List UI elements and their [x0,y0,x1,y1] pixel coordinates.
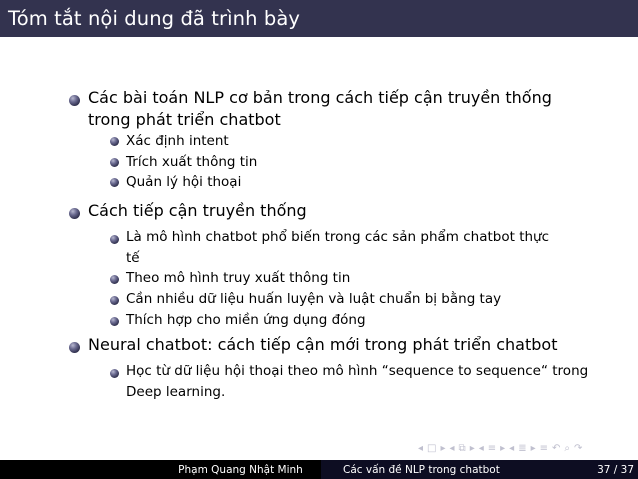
sub-bullet-item: Quản lý hội thoại [126,174,242,190]
nav-doc-left-icon[interactable]: ◂ [509,442,515,454]
footer-bar [0,460,638,479]
sub-bullet-item: Cần nhiều dữ liệu huấn luyện và luật chuẩn bị bằng tay [126,291,502,307]
beamer-navigation-bar [418,440,634,456]
slide-title-bar [0,0,638,37]
sub-bullet-ball-icon [110,275,119,284]
nav-doc-right-icon[interactable]: ▸ [530,442,536,454]
sub-bullet-ball-icon [110,158,119,167]
bullet-ball-icon [69,208,80,219]
sub-bullet-ball-icon [110,369,119,378]
sub-bullet-item: Trích xuất thông tin [126,154,258,170]
nav-subsection-icon[interactable]: ⧉ [458,442,466,454]
nav-subsection-left-icon[interactable]: ◂ [449,442,455,454]
sub-bullet-item: Là mô hình chatbot phổ biến trong các sản phẩm chatbot thực tế [126,229,550,266]
sub-bullet-item: Học từ dữ liệu hội thoại theo mô hình “sequence to sequence“ trong Deep learning. [126,363,589,400]
bullet-item: Cách tiếp cận truyền thống [88,201,307,220]
nav-section-right-icon[interactable]: ▸ [500,442,506,454]
footer-title-block [321,460,638,479]
sub-bullet-ball-icon [110,235,119,244]
sub-bullet-ball-icon [110,137,119,146]
nav-section-icon[interactable]: ≡ [487,442,497,454]
sub-bullet-item: Thích hợp cho miền ứng dụng đóng [126,312,366,328]
sub-bullet-item: Theo mô hình truy xuất thông tin [126,270,351,286]
footer-talk-title: Các vấn đề NLP trong chatbot [343,463,500,476]
footer-left-block [0,460,160,479]
nav-frame-left-icon[interactable]: ◂ [418,442,424,454]
footer-page-number: 37 / 37 [597,463,634,476]
nav-back-icon[interactable]: ↶ [552,442,561,454]
nav-frame-right-icon[interactable]: ▸ [440,442,446,454]
bullet-item: Neural chatbot: cách tiếp cận mới trong phát triển chatbot [88,335,558,354]
nav-search-icon[interactable]: ⌕ [564,442,571,454]
nav-section-left-icon[interactable]: ◂ [478,442,484,454]
bullet-ball-icon [69,95,80,106]
nav-align-icon[interactable]: ≡ [539,442,549,454]
footer-author: Phạm Quang Nhật Minh [178,463,303,476]
sub-bullet-ball-icon [110,296,119,305]
nav-forward-icon[interactable]: ↷ [574,442,583,454]
nav-subsection-right-icon[interactable]: ▸ [469,442,475,454]
nav-frame-icon[interactable]: □ [427,442,437,454]
bullet-item: Các bài toán NLP cơ bản trong cách tiếp cận truyền thống trong phát triển chatbot [88,88,552,129]
bullet-ball-icon [69,342,80,353]
slide-title: Tóm tắt nội dung đã trình bày [8,7,301,30]
sub-bullet-ball-icon [110,178,119,187]
sub-bullet-item: Xác định intent [126,133,229,149]
nav-doc-icon[interactable]: ≣ [518,442,527,454]
footer-author-block [160,460,321,479]
sub-bullet-ball-icon [110,317,119,326]
